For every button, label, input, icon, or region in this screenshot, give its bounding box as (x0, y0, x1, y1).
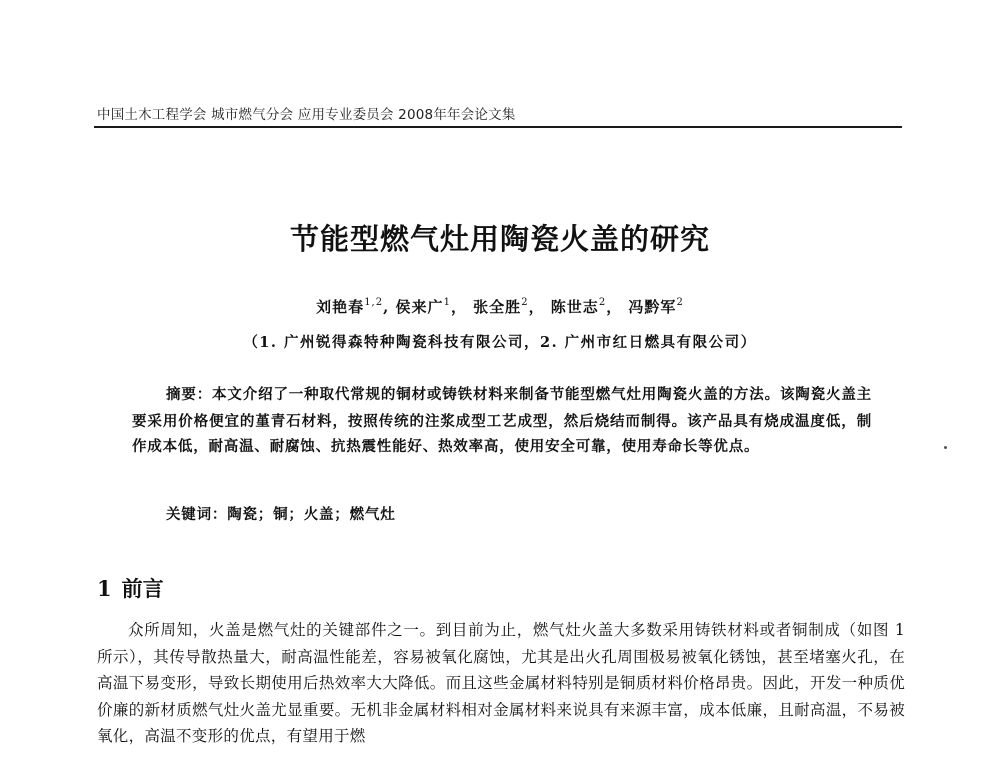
keywords-label: 关键词： (166, 507, 228, 523)
keywords-text: 陶瓷；铜；火盖；燃气灶 (227, 506, 396, 523)
author-affiliation-mark: 2 (676, 297, 684, 308)
author-affiliation-mark: 2 (598, 297, 607, 308)
section-number: 1 (97, 576, 112, 601)
header-rule (94, 126, 902, 128)
author-name: 陈世志 (550, 298, 599, 316)
running-header: 中国土木工程学会 城市燃气分会 应用专业委员会 2008年年会论文集 (97, 107, 516, 123)
body-paragraph: 众所周知，火盖是燃气灶的关键部件之一。到目前为止，燃气灶火盖大多数采用铸铁材料或者铜制成（如图 1 所示），其传导散热量大，耐高温性能差，容易被氧化腐蚀，尤其是出火孔周围极易被氧化锈蚀，甚至堵塞火孔，在高温下易变形，导致长期使用后热效率大大降低。而且这些金属材料特别是铜质材料价格昂贵。因此，开发一种质优价廉的新材质燃气灶火盖尤显重要。无机非金属材料相对金属材料来说具有来源丰富，成本低廉，且耐高温，不易被氧化，高温不变形的优点，有望用于燃 (97, 621, 905, 745)
affiliations: （1. 广州锐得森特种陶瓷科技有限公司，2. 广州市红日燃具有限公司） (243, 334, 757, 351)
author-name: 张全胜 (473, 298, 522, 316)
abstract (132, 382, 872, 460)
author-affiliation-mark: 1,2 (364, 297, 384, 308)
author-affiliation-mark: 1 (443, 297, 451, 308)
abstract-text: 本文介绍了一种取代常规的铜材或铸铁材料来制备节能型燃气灶用陶瓷火盖的方法。该陶瓷火盖主要采用价格便宜的堇青石材料，按照传统的注浆成型工艺成型，然后烧结而制得。该产品具有烧成温度低，制作成本低，耐高温、耐腐蚀、抗热震性能好、热效率高，使用安全可靠，使用寿命长等优点。 (132, 386, 872, 455)
author-name: 冯黔军 (628, 298, 677, 316)
author-affiliation-mark: 2 (521, 297, 529, 308)
author-name: 侯来广 (395, 298, 444, 316)
abstract-label: 摘要： (166, 387, 213, 403)
section-title: 前言 (121, 577, 164, 601)
author-name: 刘艳春 (316, 298, 365, 316)
keywords (166, 503, 396, 524)
section-heading (97, 573, 164, 603)
paper-title: 节能型燃气灶用陶瓷火盖的研究 (289, 222, 710, 256)
scan-speck (944, 446, 947, 449)
author-list: 刘艳春$^{1,2}$, 侯来广$^1$， 张全胜$^2$， 陈世志$^2$， 冯黔军$^2$ (316, 297, 684, 316)
